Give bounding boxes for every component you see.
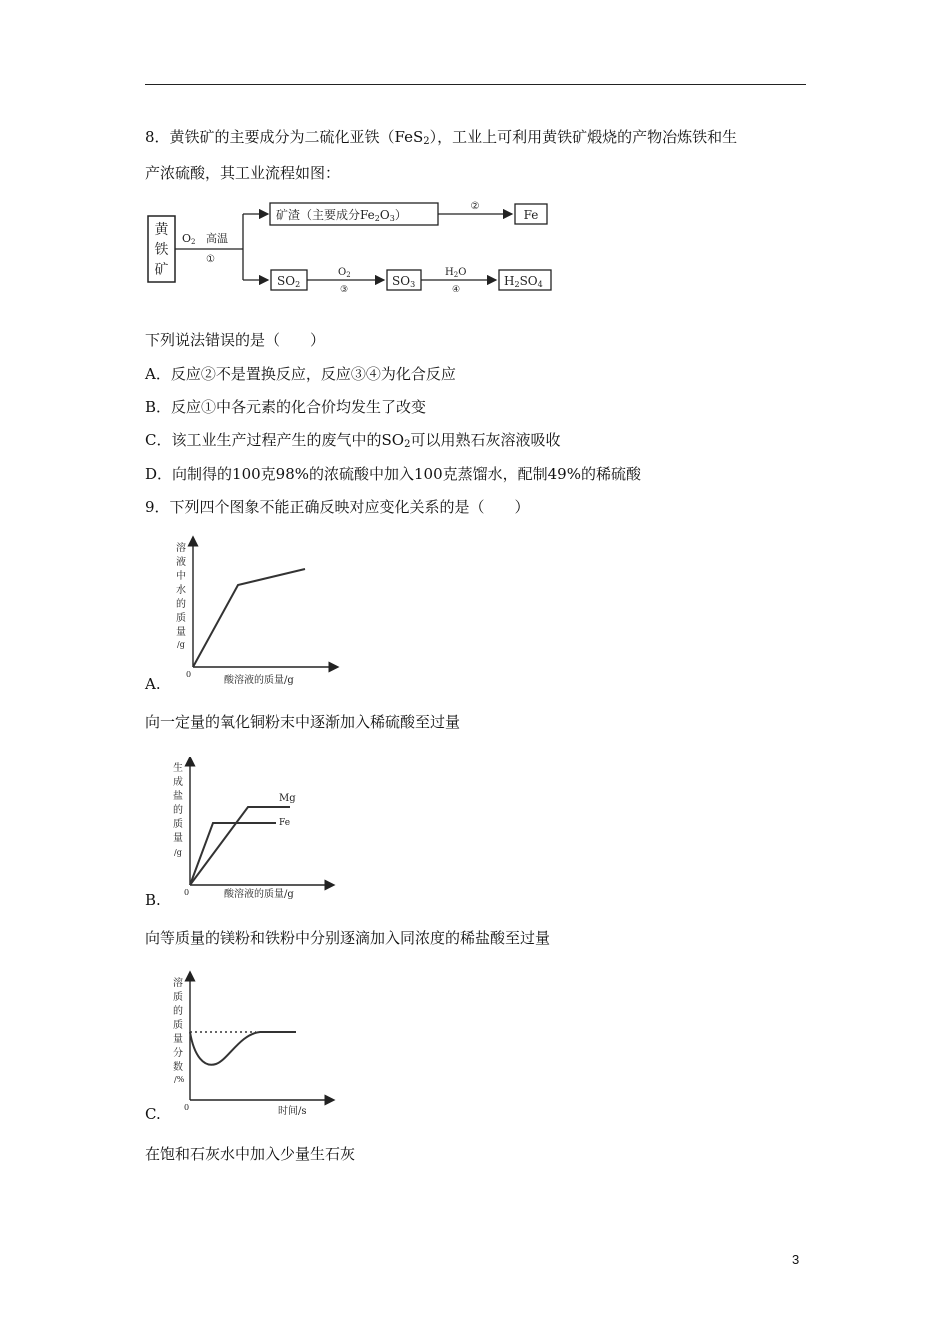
svg-text:量: 量 — [173, 833, 183, 844]
graph-b-fe-label: Fe — [279, 818, 291, 828]
q8-stem: 下列说法错误的是（ ） — [145, 331, 326, 349]
flow-diagram — [140, 196, 560, 292]
svg-text:溶: 溶 — [176, 543, 186, 554]
graph-b — [168, 757, 348, 907]
so2-label: SO2 — [277, 274, 301, 289]
svg-text:溶: 溶 — [173, 978, 183, 989]
graph-b-caption: 向等质量的镁粉和铁粉中分别逐滴加入同浓度的稀盐酸至过量 — [145, 929, 551, 947]
svg-text:分: 分 — [173, 1048, 183, 1059]
q8-option-b[interactable]: B．反应①中各元素的化合价均发生了改变 — [145, 398, 427, 416]
q8-line2: 产浓硫酸，其工业流程如图： — [145, 164, 341, 182]
svg-text:的: 的 — [176, 599, 186, 610]
svg-text:质: 质 — [173, 1020, 183, 1031]
graph-a — [168, 535, 348, 695]
q8-option-d[interactable]: D．向制得的100克98%的浓硫酸中加入100克蒸馏水，配制49%的稀硫酸 — [145, 465, 641, 483]
h2so4-label: H2SO4 — [504, 274, 543, 289]
svg-text:0: 0 — [184, 888, 190, 897]
svg-text:0: 0 — [184, 1103, 190, 1112]
o2-label: O2 — [182, 232, 196, 246]
step2-label: ② — [470, 201, 480, 212]
svg-text:液: 液 — [176, 557, 186, 568]
svg-text:数: 数 — [173, 1062, 183, 1073]
graph-b-fe-curve — [190, 823, 276, 885]
svg-text:的: 的 — [173, 1006, 183, 1017]
so3-label: SO3 — [392, 274, 416, 289]
graph-c-caption: 在饱和石灰水中加入少量生石灰 — [145, 1145, 356, 1163]
q8-option-a[interactable]: A．反应②不是置换反应，反应③④为化合反应 — [145, 365, 456, 383]
q8-option-c[interactable]: C．该工业生产过程产生的废气中的$SO_2$可以用熟石灰溶液吸收 — [145, 431, 561, 450]
page-number: 3 — [792, 1252, 800, 1267]
svg-text:/%: /% — [174, 1075, 185, 1084]
svg-text:量: 量 — [173, 1034, 183, 1045]
slag-label: 矿渣（主要成分Fe2O3） — [276, 208, 407, 223]
svg-text:盐: 盐 — [173, 791, 183, 802]
step3-label: ③ — [340, 285, 349, 292]
svg-text:/g: /g — [174, 848, 182, 857]
svg-text:量: 量 — [176, 627, 186, 638]
svg-text:的: 的 — [173, 805, 183, 816]
svg-text:/g: /g — [177, 640, 185, 649]
svg-text:中: 中 — [176, 571, 186, 582]
ore-char-1: 黄 — [154, 222, 169, 238]
graph-a-caption: 向一定量的氧化铜粉末中逐渐加入稀硫酸至过量 — [145, 713, 461, 731]
ore-char-2: 铁 — [154, 242, 169, 258]
graph-a-curve — [193, 569, 305, 667]
svg-text:质: 质 — [176, 613, 186, 624]
step4-label: ④ — [452, 285, 461, 292]
graph-b-option[interactable]: B. — [145, 891, 161, 909]
svg-text:0: 0 — [186, 670, 192, 679]
header-rule — [145, 84, 806, 85]
ore-char-3: 矿 — [154, 262, 169, 278]
h2o-label: $H_2O$ — [445, 267, 467, 279]
q9-stem: 9．下列四个图象不能正确反映对应变化关系的是（ ） — [145, 498, 530, 516]
graph-b-mg-label: Mg — [279, 793, 296, 804]
fe-label: Fe — [523, 208, 539, 222]
graph-c-option[interactable]: C. — [145, 1105, 161, 1123]
svg-text:成: 成 — [173, 777, 183, 788]
o2b-label: $O_2$ — [338, 267, 351, 279]
graph-c-curve — [190, 1032, 296, 1065]
high-temp-label: 高温 — [206, 232, 228, 245]
graph-b-x-label: 酸溶液的质量/g — [224, 889, 294, 900]
graph-a-option[interactable]: A. — [145, 675, 161, 693]
svg-text:质: 质 — [173, 992, 183, 1003]
svg-text:生: 生 — [173, 763, 183, 774]
svg-text:水: 水 — [176, 585, 186, 596]
graph-c — [168, 968, 348, 1118]
graph-a-x-label: 酸溶液的质量/g — [224, 675, 294, 686]
step1-label: ① — [206, 254, 215, 265]
svg-text:质: 质 — [173, 819, 183, 830]
graph-c-x-label: 时间/s — [278, 1106, 307, 1117]
q8-line1: 8．黄铁矿的主要成分为二硫化亚铁（FeS$_2$），工业上可利用黄铁矿煅烧的产物冶炼铁和生 — [145, 128, 738, 147]
